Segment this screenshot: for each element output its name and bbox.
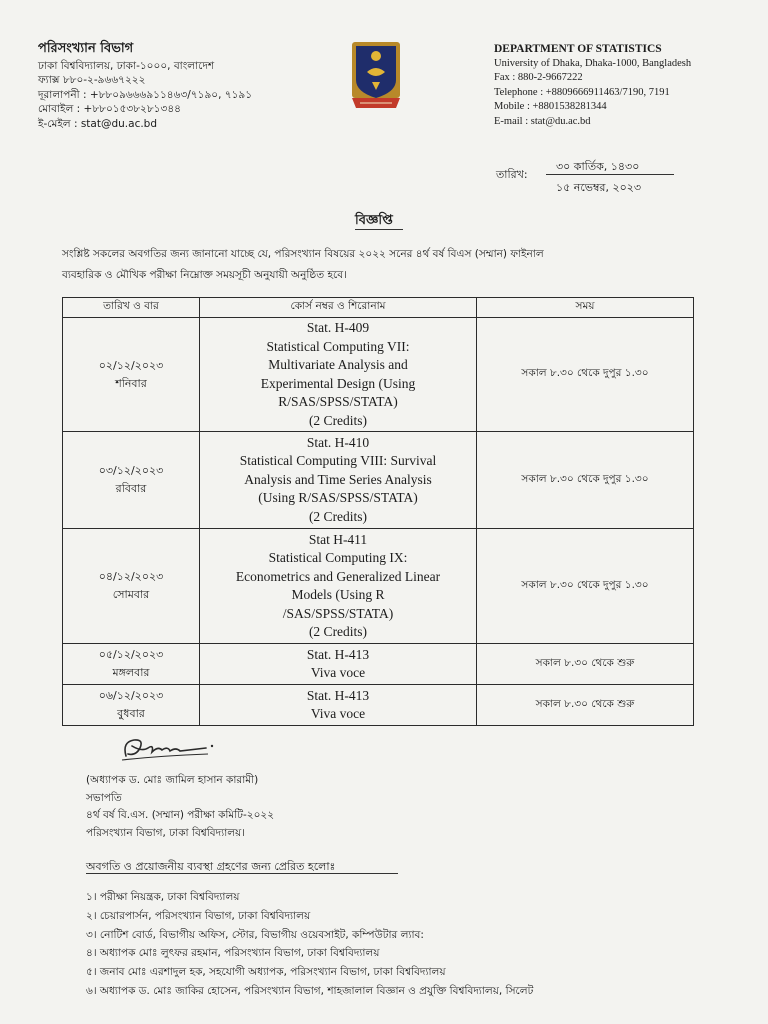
row-time: সকাল ৮.৩০ থেকে দুপুর ১.৩০ <box>477 432 694 529</box>
list-item: ৩। নোটিশ বোর্ড, বিভাগীয় অফিস, স্টোর, বিভাগীয় ওয়েবসাইট, কম্পিউটার ল্যাব: <box>86 928 424 941</box>
course-title-line: Econometrics and Generalized Linear <box>235 568 441 584</box>
row-time: সকাল ৮.৩০ থেকে শুরু <box>477 644 694 685</box>
distribution-title: অবগতি ও প্রয়োজনীয় ব্যবস্থা গ্রহণের জন্য প্রেরিত হলোঃ <box>86 860 336 873</box>
course-title-line: Statistical Computing VII: <box>266 338 410 354</box>
row-course-cell <box>200 685 477 726</box>
header-english-title: DEPARTMENT OF STATISTICS <box>494 43 662 55</box>
list-item: ৪। অধ্যাপক মোঃ লুৎফর রহমান, পরিসংখ্যান বিভাগ, ঢাকা বিশ্ববিদ্যালয় <box>86 947 380 960</box>
row-time: সকাল ৮.৩০ থেকে দুপুর ১.৩০ <box>477 529 694 644</box>
notice-intro-line-2: ব্যবহারিক ও মৌখিক পরীক্ষা নিম্নোক্ত সময়সূচী অনুযায়ী অনুষ্ঠিত হবে। <box>62 269 347 281</box>
row-day: রবিবার <box>115 482 147 495</box>
course-credits: (2 Credits) <box>308 508 368 524</box>
row-date: ০৩/১২/২০২৩ <box>98 464 164 477</box>
date-bangla: ৩০ কার্তিক, ১৪৩০ <box>556 160 640 173</box>
header-bangla <box>38 42 252 131</box>
course-code: Stat. H-413 <box>306 646 370 662</box>
header-english-fax: Fax : 880-2-9667222 <box>494 72 583 83</box>
university-crest-icon <box>350 40 402 112</box>
row-day: বুধবার <box>117 707 145 720</box>
course-title-line: Viva voce <box>310 706 366 721</box>
header-bangla-phone: দূরালাপনী : +৮৮০৯৬৬৬৯১১৪৬৩/৭১৯০, ৭১৯১ <box>38 88 253 101</box>
course-title-line: (Using R/SAS/SPSS/STATA) <box>258 490 418 506</box>
distribution-list <box>86 888 533 1001</box>
header-bangla-title: পরিসংখ্যান বিভাগ <box>38 41 134 56</box>
notice-title: বিজ্ঞপ্তি <box>355 213 393 228</box>
signatory-committee: ৪র্থ বর্ষ বি.এস. (সম্মান) পরীক্ষা কমিটি-২০২২ <box>86 809 275 821</box>
header-english-mobile: Mobile : +8801538281344 <box>494 101 607 112</box>
course-title-line: /SAS/SPSS/STATA) <box>282 605 394 621</box>
row-day: শনিবার <box>115 376 147 390</box>
table-row <box>63 529 694 644</box>
row-date-cell <box>63 685 200 726</box>
course-title-line: Statistical Computing VIII: Survival <box>239 453 437 469</box>
row-course-cell <box>200 644 477 685</box>
notice-intro-line-1: সংশ্লিষ্ট সকলের অবগতির জন্য জানানো যাচ্ছে যে, পরিসংখ্যান বিষয়ের ২০২২ সনের ৪র্থ বর্ষ বিএস (সম্মান) ফাইনাল <box>62 248 544 260</box>
header-bangla-fax: ফ্যাক্স ৮৮০-২-৯৬৬৭২২২ <box>38 74 146 86</box>
row-course-cell <box>200 318 477 432</box>
header-english-email: E-mail : stat@du.ac.bd <box>494 115 591 127</box>
row-course-cell <box>200 432 477 529</box>
course-code: Stat H-411 <box>308 531 368 547</box>
list-item: ২। চেয়ারপার্সন, পরিসংখ্যান বিভাগ, ঢাকা বিশ্ববিদ্যালয় <box>86 909 311 922</box>
course-title-line: R/SAS/SPSS/STATA) <box>278 394 398 409</box>
date-label: তারিখ: <box>496 168 528 181</box>
table-row <box>63 318 694 432</box>
list-item: ৬। অধ্যাপক ড. মোঃ জাকির হোসেন, পরিসংখ্যান বিভাগ, শাহজালাল বিজ্ঞান ও প্রযুক্তি বিশ্ববিদ্যালয়, সিলেট <box>86 984 534 997</box>
course-code: Stat. H-410 <box>306 434 370 450</box>
row-date-cell <box>63 318 200 432</box>
table-row <box>63 685 694 726</box>
row-date: ০২/১২/২০২৩ <box>98 358 164 372</box>
course-title-line: Models (Using R <box>291 587 385 602</box>
distribution-title-underline <box>86 873 398 874</box>
date-gregorian: ১৫ নভেম্বর, ২০২৩ <box>556 181 642 194</box>
header-date: তারিখ ও বার <box>63 298 200 318</box>
course-credits: (2 Credits) <box>308 412 368 428</box>
header-english <box>494 42 691 129</box>
course-code: Stat. H-413 <box>306 687 370 703</box>
row-day: মঙ্গলবার <box>112 666 150 679</box>
header-bangla-address: ঢাকা বিশ্ববিদ্যালয়, ঢাকা-১০০০, বাংলাদেশ <box>38 59 215 72</box>
header-english-phone: Telephone : +8809666911463/7190, 7191 <box>494 86 670 98</box>
row-time: সকাল ৮.৩০ থেকে শুরু <box>477 685 694 726</box>
row-day: সোমবার <box>112 588 150 601</box>
notice-intro <box>62 244 702 286</box>
notice-title-underline <box>355 229 403 230</box>
signature-image <box>118 734 214 764</box>
exam-schedule-table <box>62 297 694 726</box>
list-item: ৫। জনাব মোঃ এরশাদুল হক, সহযোগী অধ্যাপক, পরিসংখ্যান বিভাগ, ঢাকা বিশ্ববিদ্যালয় <box>86 966 446 979</box>
header-time: সময় <box>477 298 694 318</box>
row-course-cell <box>200 529 477 644</box>
course-title-line: Experimental Design (Using <box>260 375 416 391</box>
row-time: সকাল ৮.৩০ থেকে দুপুর ১.৩০ <box>477 318 694 432</box>
list-item: ১। পরীক্ষা নিয়ন্ত্রক, ঢাকা বিশ্ববিদ্যালয় <box>86 891 240 903</box>
course-credits: (2 Credits) <box>308 624 368 639</box>
header-bangla-mobile: মোবাইল : +৮৮০১৫৩৮২৮১৩৪৪ <box>38 103 181 115</box>
signatory-block <box>86 772 274 842</box>
signatory-name: (অধ্যাপক ড. মোঃ জামিল হাসান কারামী) <box>86 774 259 786</box>
course-code: Stat. H-409 <box>306 320 370 335</box>
course-title-line: Statistical Computing IX: <box>268 550 408 565</box>
table-row <box>63 644 694 685</box>
header-english-address: University of Dhaka, Dhaka-1000, Bangladesh <box>494 57 692 69</box>
signatory-department: পরিসংখ্যান বিভাগ, ঢাকা বিশ্ববিদ্যালয়। <box>86 826 245 839</box>
row-date: ০৬/১২/২০২৩ <box>98 689 164 702</box>
row-date-cell <box>63 432 200 529</box>
date-divider <box>546 174 674 175</box>
course-title-line: Analysis and Time Series Analysis <box>244 471 432 487</box>
row-date: ০৫/১২/২০২৩ <box>98 648 164 661</box>
table-header-row <box>63 298 694 318</box>
table-row <box>63 432 694 529</box>
row-date: ০৪/১২/২০২৩ <box>98 570 164 583</box>
course-title-line: Multivariate Analysis and <box>268 357 408 372</box>
header-bangla-email: ই-মেইল : stat@du.ac.bd <box>38 117 158 130</box>
row-date-cell <box>63 644 200 685</box>
row-date-cell <box>63 529 200 644</box>
signatory-role: সভাপতি <box>86 791 122 804</box>
header-course: কোর্স নম্বর ও শিরোনাম <box>200 298 477 318</box>
course-title-line: Viva voce <box>310 665 366 680</box>
